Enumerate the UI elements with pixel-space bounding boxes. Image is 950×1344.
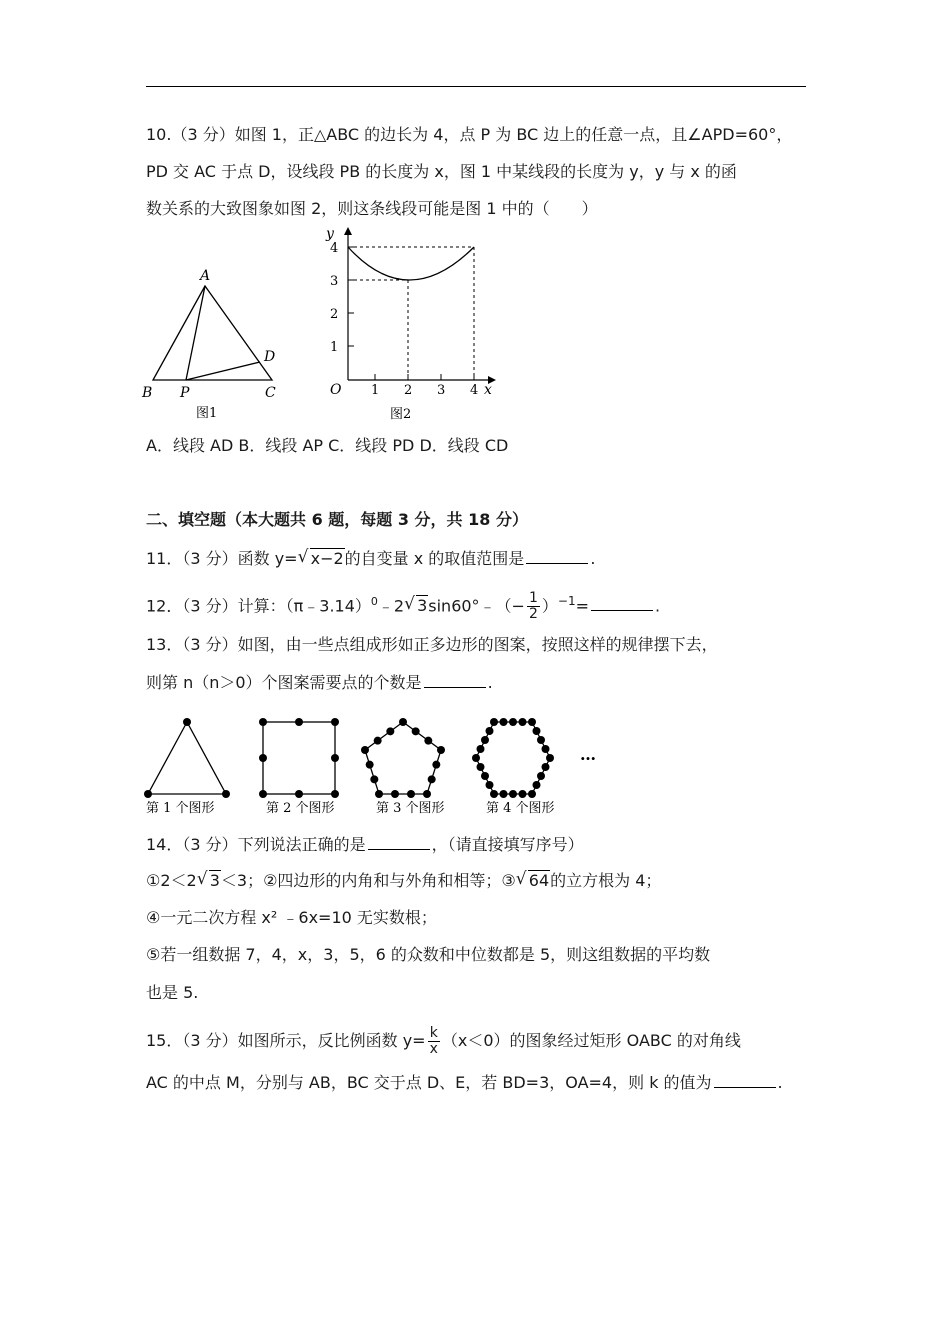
fig2-xtick-2: 2 — [404, 383, 413, 398]
polygon-dot — [509, 790, 517, 798]
q15-frac-num: k — [428, 1026, 440, 1042]
q14-line-2 — [146, 870, 661, 892]
q10-line-1: 10.（3 分）如图 1，正△ABC 的边长为 4，点 P 为 BC 边上的任意一点，且∠APD=60°， — [146, 125, 793, 144]
q11-end: . — [590, 549, 596, 568]
fig2-x-label: x — [484, 382, 492, 398]
q14-radicand-64: 64 — [528, 871, 550, 890]
q14-text-before: 14．（3 分）下列说法正确的是 — [146, 835, 366, 854]
polygon-dot — [500, 790, 508, 798]
q12-line — [146, 590, 660, 622]
q15-line-1 — [146, 1026, 741, 1057]
q12-radicand: 3 — [417, 596, 428, 616]
polygon-dot — [509, 718, 517, 726]
section-title: 二、填空题（本大题共 6 题，每题 3 分，共 18 分） — [146, 510, 528, 529]
q14-line-1 — [146, 833, 584, 856]
q13-answer-blank[interactable] — [424, 671, 486, 688]
fig1-label-p: P — [180, 385, 190, 401]
q14-s1-b: ＜3；②四边形的内角和与外角和相等；③ — [220, 871, 516, 890]
polygon-dot — [259, 718, 267, 726]
q15-line-2 — [146, 1071, 783, 1094]
q12-fraction — [527, 591, 540, 622]
polygon-dot — [519, 718, 527, 726]
fig2-xtick-3: 3 — [437, 383, 446, 398]
fig2-caption: 图2 — [390, 407, 412, 422]
q14-sqrt-64: √ 64 — [515, 869, 550, 890]
polygon-dot — [537, 772, 545, 780]
q10-line-2: PD 交 AC 于点 D，设线段 PB 的长度为 x，图 1 中某线段的长度为 y，y 与 x 的函 — [146, 162, 737, 181]
polygon-dot — [412, 727, 420, 735]
fig2-ytick-4: 4 — [330, 241, 339, 256]
polygon-dot — [259, 754, 267, 762]
polygon-dot — [424, 737, 432, 745]
q14-line-4: ⑤若一组数据 7，4，x，3，5，6 的众数和中位数都是 5，则这组数据的平均数 — [146, 945, 711, 964]
polygon-dot — [533, 781, 541, 789]
polygon-dot — [500, 718, 508, 726]
polygon-dot — [144, 790, 152, 798]
polygon-dot — [391, 790, 399, 798]
polygon-dot — [407, 790, 415, 798]
q13-text-before: 则第 n（n＞0）个图案需要点的个数是 — [146, 673, 422, 692]
polygon-dot — [490, 718, 498, 726]
polygon-dot — [542, 763, 550, 771]
polygon-dot — [437, 746, 445, 754]
dots-caption-3: 第 3 个图形 — [376, 801, 445, 816]
polygon-dot — [486, 781, 494, 789]
polygon-dot — [542, 745, 550, 753]
polygon-dot — [361, 746, 369, 754]
polygon-dot — [222, 790, 230, 798]
dots-caption-2: 第 2 个图形 — [266, 801, 335, 816]
q10-line-3: 数关系的大致图象如图 2，则这条线段可能是图 1 中的（ ） — [146, 199, 598, 218]
polygon-dot — [428, 775, 436, 783]
polygon-dot — [399, 718, 407, 726]
polygon-dot — [533, 727, 541, 735]
q12-sin: sin60°﹣（− — [428, 596, 525, 616]
q13-line-1: 13．（3 分）如图，由一些点组成形如正多边形的图案，按照这样的规律摆下去， — [146, 635, 718, 654]
polygon-dot — [331, 754, 339, 762]
fig1-label-a: A — [200, 268, 211, 284]
q15-text-after: （x＜0）的图象经过矩形 OABC 的对角线 — [441, 1031, 741, 1050]
q11-line — [146, 547, 595, 570]
q13-line-2 — [146, 671, 493, 694]
q14-s3-b: 的立方根为 4； — [550, 871, 662, 890]
polygon-dot — [528, 718, 536, 726]
q12-frac-num: 1 — [528, 590, 538, 607]
dots-caption-1: 第 1 个图形 — [146, 801, 215, 816]
polygon-dot — [374, 737, 382, 745]
q11-answer-blank[interactable] — [526, 547, 588, 564]
polygon-dot — [295, 718, 303, 726]
q14-line-3: ④一元二次方程 x² ﹣6x=10 无实数根； — [146, 908, 437, 927]
q10-options: A．线段 AD B．线段 AP C．线段 PD D．线段 CD — [146, 436, 509, 455]
q12-text-before: 12．（3 分）计算：（π﹣3.14） — [146, 596, 371, 616]
polygon-dot — [528, 790, 536, 798]
fig2-ytick-3: 3 — [330, 274, 339, 289]
polygon-dot — [295, 790, 303, 798]
q14-s1-a: ①2＜2 — [146, 871, 197, 890]
dots-ellipsis: … — [580, 745, 596, 764]
polygon-dot — [370, 775, 378, 783]
polygon-dot — [481, 772, 489, 780]
polygon-dot — [486, 727, 494, 735]
q12-exp-zero: 0 — [370, 595, 378, 608]
q11-sqrt: √ x−2 — [297, 547, 344, 568]
q12-exp-neg: −1 — [557, 594, 576, 608]
q14-line-5: 也是 5. — [146, 983, 199, 1002]
q14-radicand-3: 3 — [209, 871, 220, 890]
q15-fraction — [428, 1026, 440, 1057]
fig2-origin: O — [330, 382, 342, 398]
fig2-xtick-4: 4 — [470, 383, 479, 398]
figure-2-graph — [318, 224, 508, 433]
polygon-dot — [481, 736, 489, 744]
polygon-dot — [477, 745, 485, 753]
q13-end: . — [487, 673, 493, 692]
fig2-ytick-2: 2 — [330, 307, 339, 322]
q12-close: ） — [541, 596, 558, 616]
q15-answer-blank[interactable] — [714, 1071, 776, 1088]
q12-mid: ﹣2 — [377, 596, 405, 616]
figure-1-triangle — [138, 262, 288, 431]
fig1-caption: 图1 — [196, 406, 218, 421]
fig1-label-b: B — [142, 385, 153, 401]
q15-frac-den: x — [429, 1041, 438, 1057]
q11-text-after: 的自变量 x 的取值范围是 — [344, 549, 525, 568]
q14-answer-blank[interactable] — [368, 833, 430, 850]
polygon-dot — [472, 754, 480, 762]
polygon-dot — [386, 727, 394, 735]
q12-eq: = — [575, 596, 590, 616]
header-rule — [146, 86, 806, 87]
q11-text-before: 11．（3 分）函数 y= — [146, 549, 298, 568]
polygon-dot — [331, 718, 339, 726]
q15-end: . — [777, 1073, 783, 1092]
polygon-dot — [331, 790, 339, 798]
q15-text-before: 15．（3 分）如图所示，反比例函数 y= — [146, 1031, 426, 1050]
polygon-dot — [537, 736, 545, 744]
q14-sqrt-3: √ 3 — [196, 869, 220, 890]
polygon-dot — [519, 790, 527, 798]
polygon-dot — [423, 790, 431, 798]
fig2-ytick-1: 1 — [330, 340, 339, 355]
fig1-label-d: D — [264, 349, 276, 365]
q11-radicand: x−2 — [310, 549, 344, 568]
q15-line2-text: AC 的中点 M，分别与 AB，BC 交于点 D、E，若 BD=3，OA=4，则 k 的值为 — [146, 1073, 712, 1092]
polygon-dot — [432, 761, 440, 769]
polygon-dot — [259, 790, 267, 798]
fig2-y-label: y — [326, 226, 334, 242]
figure-dot-polygons — [140, 710, 605, 824]
q12-answer-blank[interactable] — [591, 594, 653, 611]
polygon-dot — [477, 763, 485, 771]
q12-frac-den: 2 — [528, 606, 538, 623]
polygon-dot — [546, 754, 554, 762]
fig2-xtick-1: 1 — [371, 383, 380, 398]
q12-sqrt: √ 3 — [404, 594, 428, 616]
polygon-dot — [490, 790, 498, 798]
q14-text-after: ，（请直接填写序号） — [431, 835, 584, 854]
polygon-dot — [375, 790, 383, 798]
polygon-dot — [366, 761, 374, 769]
dots-caption-4: 第 4 个图形 — [486, 801, 555, 816]
q12-end: . — [655, 596, 661, 616]
polygon-dot — [183, 718, 191, 726]
fig1-label-c: C — [265, 385, 276, 401]
